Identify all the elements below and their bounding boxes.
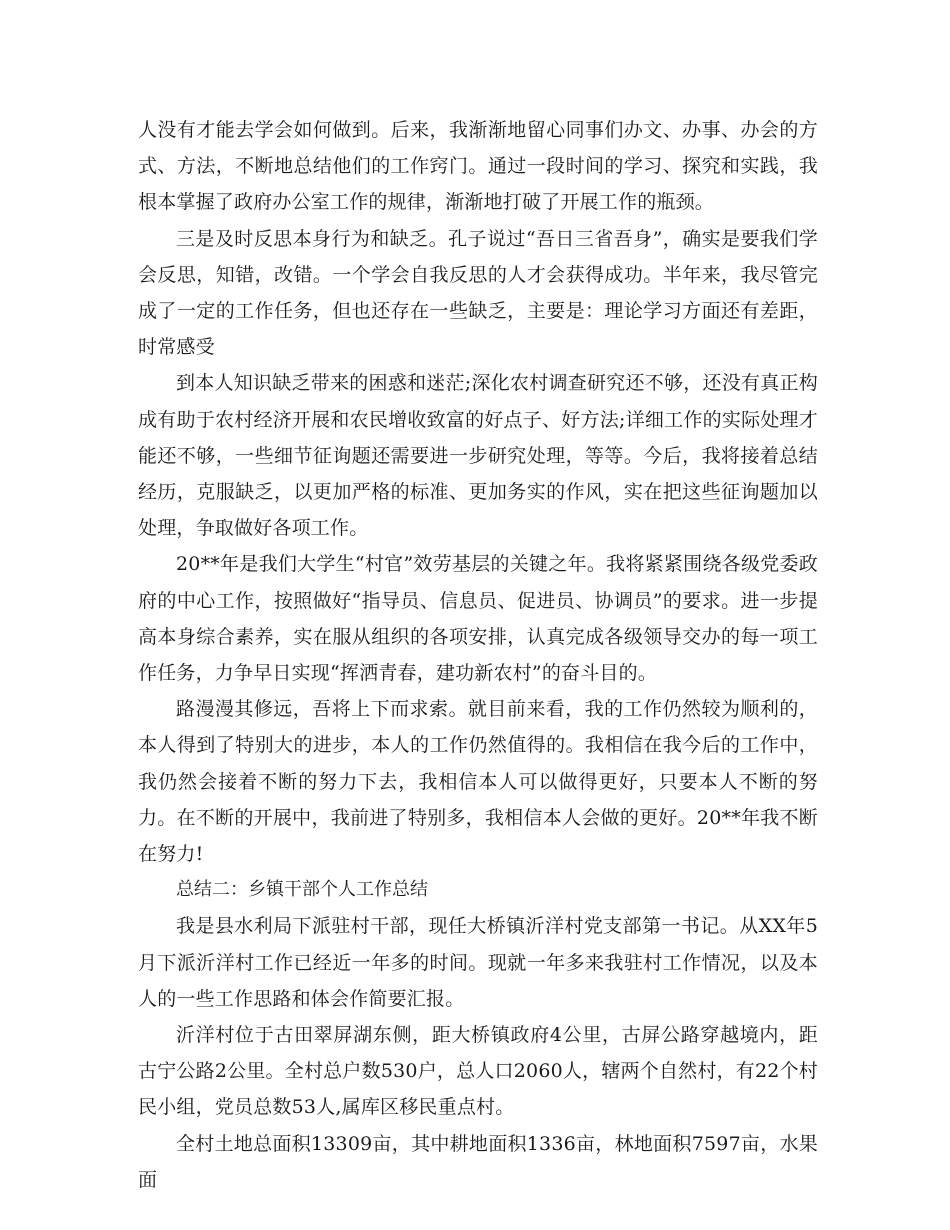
section-heading: 总结二：乡镇干部个人工作总结 [176, 879, 428, 901]
paragraph-1: 人没有才能去学会如何做到。后来，我渐渐地留心同事们办文、办事、办会的方式、方法，不断地总结他们的工作窍门。通过一段时间的学习、探究和实践，我根本掌握了政府办公室工作的规律，渐渐地打破了开展工作的瓶颈。 [138, 119, 818, 214]
paragraph-8: 全村土地总面积13309亩，其中耕地面积1336亩，林地面积7597亩，水果面 [138, 1132, 818, 1191]
paragraph-3: 到本人知识缺乏带来的困惑和迷茫;深化农村调查研究还不够，还没有真正构成有助于农村经济开展和农民增收致富的好点子、好方法;详细工作的实际处理才能还不够，一些细节征询题还需要进一步研究处理，等等。今后，我将接着总结经历，克服缺乏，以更加严格的标准、更加务实的作风，实在把这些征询题加以处理，争取做好各项工作。 [138, 372, 818, 540]
paragraph-7: 沂洋村位于古田翠屏湖东侧，距大桥镇政府4公里，古屏公路穿越境内，距古宁公路2公里。全村总户数530户，总人口2060人，辖两个自然村，有22个村民小组，党员总数53人,属库区移民重点村。 [138, 1024, 818, 1119]
paragraph-4: 20**年是我们大学生“村官”效劳基层的关键之年。我将紧紧围绕各级党委政府的中心工作，按照做好“指导员、信息员、促进员、协调员”的要求。进一步提高本身综合素养，实在服从组织的各项安排，认真完成各级领导交办的每一项工作任务，力争早日实现“挥洒青春，建功新农村”的奋斗目的。 [138, 553, 818, 685]
paragraph-2: 三是及时反思本身行为和缺乏。孔子说过“吾日三省吾身”，确实是要我们学会反思，知错，改错。一个学会自我反思的人才会获得成功。半年来，我尽管完成了一定的工作任务，但也还存在一些缺乏，主要是：理论学习方面还有差距，时常感受 [138, 227, 818, 359]
document-page [138, 112, 818, 1198]
paragraph-5: 路漫漫其修远，吾将上下而求索。就目前来看，我的工作仍然较为顺利的，本人得到了特别大的进步，本人的工作仍然值得的。我相信在我今后的工作中，我仍然会接着不断的努力下去，我相信本人可以做得更好，只要本人不断的努力。在不断的开展中，我前进了特别多，我相信本人会做的更好。20**年我不断在努力! [138, 698, 818, 866]
paragraph-6: 我是县水利局下派驻村干部，现任大桥镇沂洋村党支部第一书记。从XX年5月下派沂洋村工作已经近一年多的时间。现就一年多来我驻村工作情况，以及本人的一些工作思路和体会作简要汇报。 [138, 915, 818, 1010]
